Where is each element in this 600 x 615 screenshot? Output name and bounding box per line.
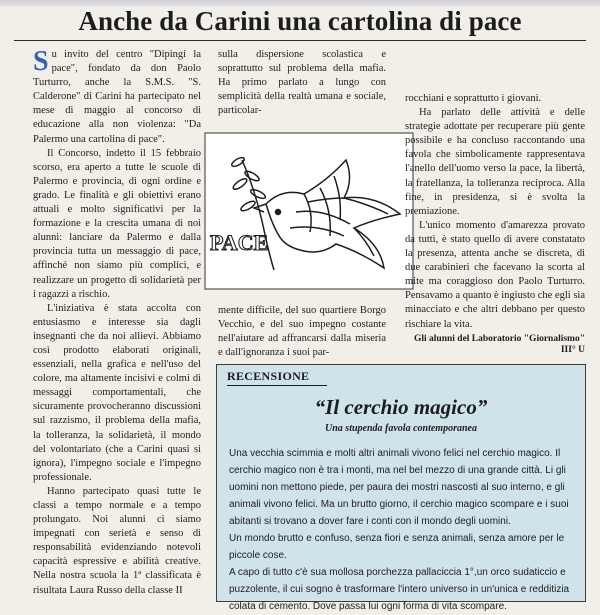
review-tag: RECENSIONE xyxy=(227,369,327,386)
paragraph: sulla dispersione scolastica e soprattutto sul problema della mafia. Ha primo parlato a lungo con semplicità della realtà umana e sociale, particolar- xyxy=(218,49,386,117)
paragraph: Su invito del centro "Dipingi la pace", fondato da don Paolo Turturro, anche la S.M.S. "S. Calderone" di Carini ha partecipato nel mese di maggio al concorso di educazione alla non violenza: "Da Palermo una cartolina di pace". xyxy=(33,46,201,145)
review-box xyxy=(216,364,586,612)
article-signature: Gli alunni del Laboratorio "Giornalismo" III° U xyxy=(413,334,585,355)
title-rule xyxy=(14,40,586,41)
article-column-3 xyxy=(405,92,585,332)
review-title: “Il cerchio magico” xyxy=(314,395,488,419)
pace-word: PACE xyxy=(210,230,269,255)
paragraph: rocchiani e soprattutto i giovani. xyxy=(405,93,542,104)
review-paragraph: Una vecchia scimmia e molti altri animali vivono felici nel cerchio magico. Il cerchio magico non è tra i monti, ma nel bel mezzo di una grande città. Li gli uomini non mettono piede, per paura dei mostri nascosti al suo interno, e gli animali vivono felici. Ma un brutto giorno, il cerchio magico scompare e i suoi abitanti si trovano a dover fare i conti con il mondo degli uomini. xyxy=(229,448,569,527)
review-paragraph: A capo di tutto c'è sua mollosa porchezza pallaciccia 1°,un orco sudaticcio e puzzolente, il cui sogno è trasformare l'intero universo in un'unica e redditizia colata di cemento. Dove passa lui ogni forma di vita scompare. xyxy=(229,567,570,612)
paragraph: mente difficile, del suo quartiere Borgo Vecchio, e del suo impegno costante nell'aiutare ad affrancarsi dalla miseria e dall'ignoranza i suoi par- xyxy=(218,305,386,359)
paragraph: L'unico momento d'amarezza provato da tutti, è stato quello di avere constatato la presenza, attenta anche se discreta, di due carabinieri che facevano la scorta al mite ma coraggioso don Paolo Turturro. Pensavamo a quanto è ingiusto che egli sia minacciato e che altri debbano per questo rischiare la vita. xyxy=(405,219,585,330)
article-column-2-top xyxy=(218,48,386,118)
paragraph: Il Concorso, indetto il 15 febbraio scorso, era aperto a tutte le scuole di Palermo e provincia, di ogni ordine e grado. Le finalità e gli obiettivi erano attuali e molto significativi per la formazione e la crescita umana di noi alunni: lanciare da Palermo e dalla provincia tutta un messaggio di pace, affinché non siamo più complici, e realizzare un progetto di solidarietà per i ragazzi a rischio. xyxy=(33,147,201,300)
article-column-2-bottom xyxy=(218,304,386,360)
paragraph: L'iniziativa è stata accolta con entusiasmo e interesse sia dagli insegnanti che da noi allievi. Abbiamo così prodotto elaborati originali, essenziali, nella grafica e nell'uso del colore, ma altamente incisivi e colmi di messaggi comportamentali, che sicuramente provocheranno discussioni sul razzismo, il problema della mafia, la tolleranza, la solidarietà, il mondo del volontariato (che a Carini quasi si ignora), l'impegno sociale e l'impegno professionale. xyxy=(33,302,201,483)
review-paragraph: Un mondo brutto e confuso, senza fiori e senza animali, senza amore per le piccole cose. xyxy=(229,533,565,561)
paragraph: Hanno partecipato quasi tutte le classi a tempo normale e a tempo prolungato. Noi alunni ci siamo impegnati con serietà e senso di responsabilità evidenziando notevoli capacità espressive e abilità creative. Nella nostra scuola la 1ª classificata è risultata Laura Russo della classe II xyxy=(33,485,201,596)
peace-dove-illustration xyxy=(204,132,414,290)
article-column-1 xyxy=(33,48,201,598)
review-body xyxy=(229,445,573,615)
drop-cap: S xyxy=(33,46,49,77)
review-subtitle: Una stupenda favola contemporanea xyxy=(325,423,477,434)
paragraph: Ha parlato delle attività e delle strategie adottate per recuperare più gente possibile e ha concluso raccontando una favola che simbolicamente rappresentava l'anello dell'uomo verso la pace, la libertà, la fratellanza, la tolleranza reciproca. Alla fine, in presidenza, si è svolta la premiazione. xyxy=(405,107,585,217)
article-title: Anche da Carini una cartolina di pace xyxy=(78,6,522,36)
